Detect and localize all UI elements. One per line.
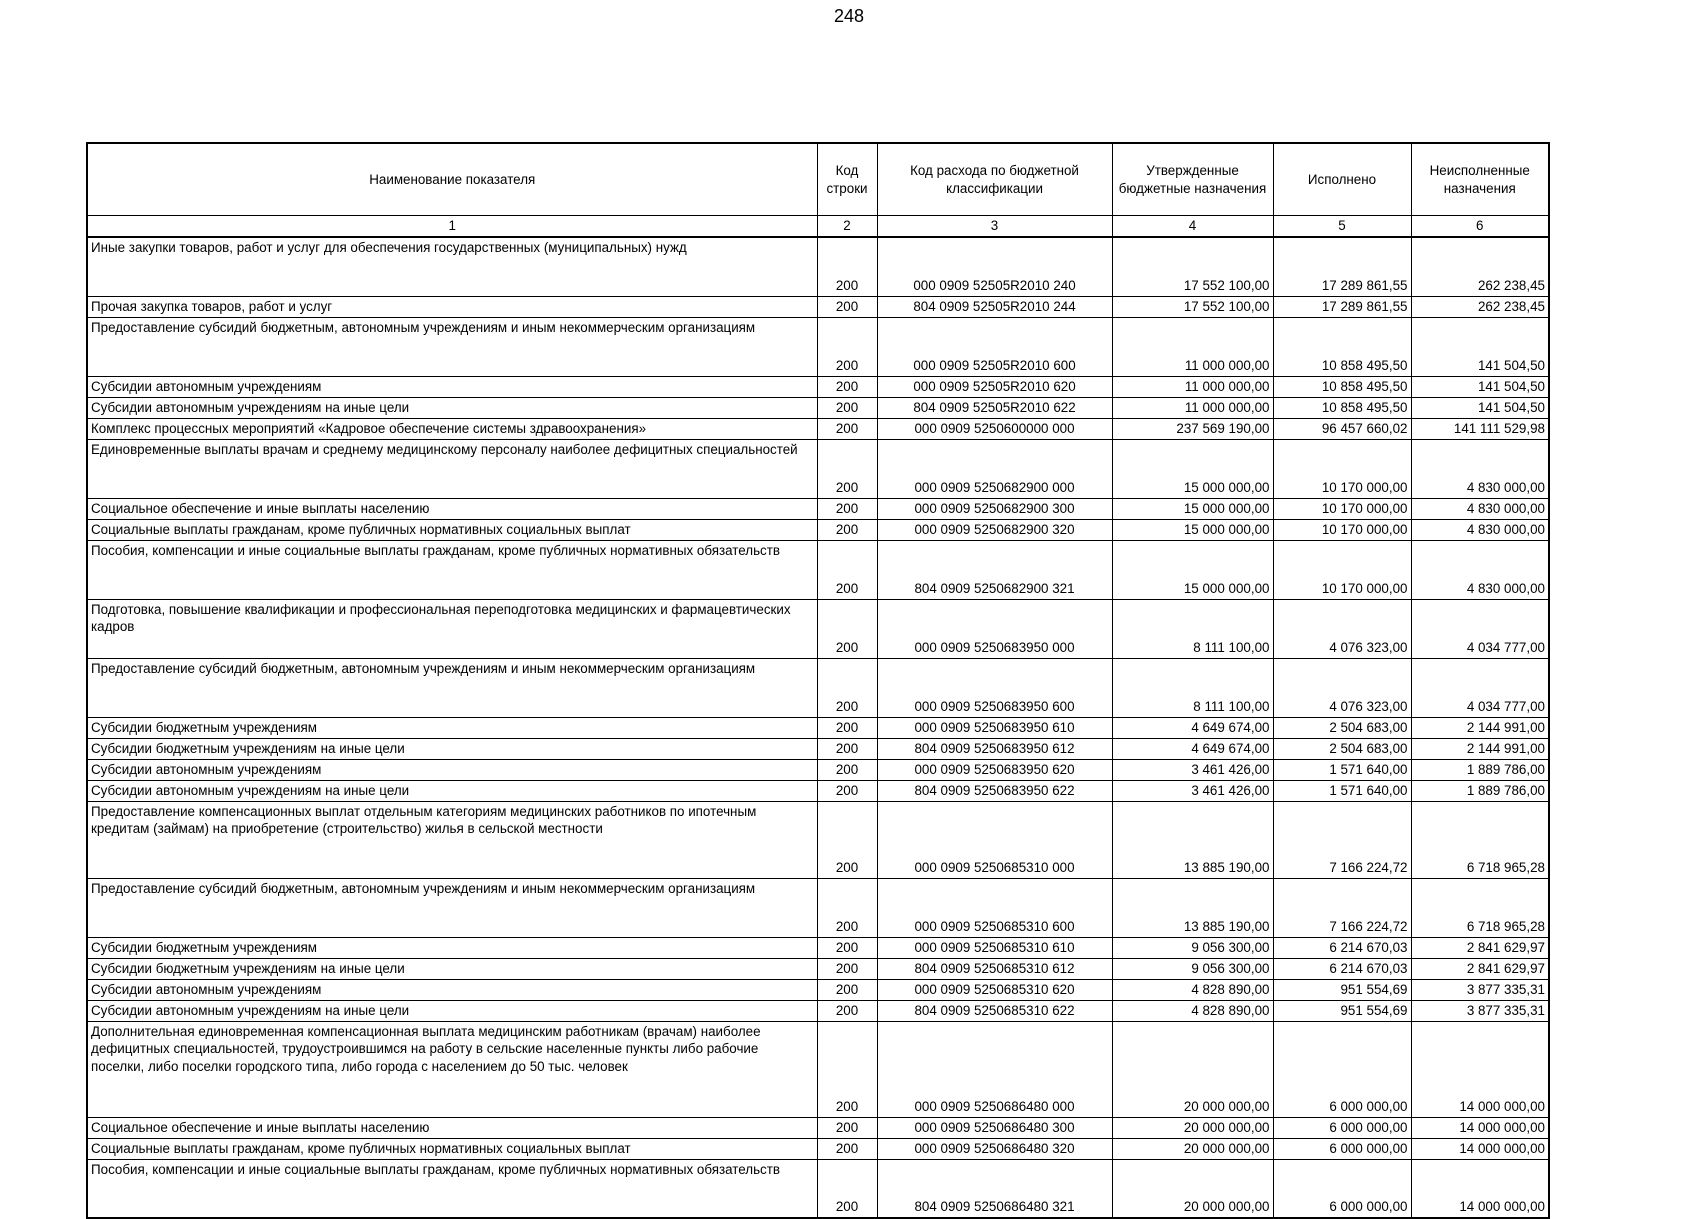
executed-cell: 10 170 000,00 xyxy=(1273,540,1411,599)
approved-cell: 4 828 890,00 xyxy=(1112,979,1273,1000)
approved-cell: 15 000 000,00 xyxy=(1112,519,1273,540)
table-row xyxy=(87,296,1549,317)
executed-cell: 6 000 000,00 xyxy=(1273,1117,1411,1138)
line-code-cell: 200 xyxy=(817,599,877,658)
line-code-cell: 200 xyxy=(817,317,877,376)
column-number: 4 xyxy=(1112,216,1273,238)
line-code-cell: 200 xyxy=(817,937,877,958)
expense-code-cell: 000 0909 5250686480 000 xyxy=(877,1021,1112,1117)
executed-cell: 6 214 670,03 xyxy=(1273,958,1411,979)
header-unexecuted: Неисполненные назначения xyxy=(1411,143,1549,216)
expense-code-cell: 000 0909 52505R2010 240 xyxy=(877,237,1112,296)
indicator-name-cell: Субсидии автономным учреждениям xyxy=(87,376,817,397)
line-code-cell: 200 xyxy=(817,780,877,801)
approved-cell: 237 569 190,00 xyxy=(1112,418,1273,439)
executed-cell: 10 858 495,50 xyxy=(1273,397,1411,418)
unexecuted-cell: 141 504,50 xyxy=(1411,397,1549,418)
indicator-name-cell: Субсидии бюджетным учреждениям xyxy=(87,717,817,738)
approved-cell: 8 111 100,00 xyxy=(1112,658,1273,717)
unexecuted-cell: 14 000 000,00 xyxy=(1411,1117,1549,1138)
executed-cell: 17 289 861,55 xyxy=(1273,296,1411,317)
table-row xyxy=(87,958,1549,979)
approved-cell: 13 885 190,00 xyxy=(1112,801,1273,878)
line-code-cell: 200 xyxy=(817,237,877,296)
table-row xyxy=(87,418,1549,439)
line-code-cell: 200 xyxy=(817,296,877,317)
indicator-name-cell: Пособия, компенсации и иные социальные выплаты гражданам, кроме публичных нормативных обязательств xyxy=(87,540,817,599)
table-row xyxy=(87,519,1549,540)
unexecuted-cell: 2 144 991,00 xyxy=(1411,717,1549,738)
executed-cell: 6 000 000,00 xyxy=(1273,1021,1411,1117)
expense-code-cell: 000 0909 52505R2010 620 xyxy=(877,376,1112,397)
approved-cell: 3 461 426,00 xyxy=(1112,780,1273,801)
unexecuted-cell: 1 889 786,00 xyxy=(1411,759,1549,780)
executed-cell: 7 166 224,72 xyxy=(1273,878,1411,937)
approved-cell: 9 056 300,00 xyxy=(1112,958,1273,979)
indicator-name-cell: Единовременные выплаты врачам и среднему медицинскому персоналу наиболее дефицитных специальностей xyxy=(87,439,817,498)
expense-code-cell: 804 0909 5250685310 622 xyxy=(877,1000,1112,1021)
indicator-name-cell: Прочая закупка товаров, работ и услуг xyxy=(87,296,817,317)
expense-code-cell: 000 0909 5250682900 300 xyxy=(877,498,1112,519)
indicator-name-cell: Социальные выплаты гражданам, кроме публичных нормативных социальных выплат xyxy=(87,519,817,540)
unexecuted-cell: 141 504,50 xyxy=(1411,376,1549,397)
executed-cell: 17 289 861,55 xyxy=(1273,237,1411,296)
expense-code-cell: 000 0909 5250682900 320 xyxy=(877,519,1112,540)
approved-cell: 20 000 000,00 xyxy=(1112,1021,1273,1117)
expense-code-cell: 804 0909 52505R2010 244 xyxy=(877,296,1112,317)
indicator-name-cell: Предоставление субсидий бюджетным, автономным учреждениям и иным некоммерческим организациям xyxy=(87,658,817,717)
expense-code-cell: 804 0909 5250686480 321 xyxy=(877,1159,1112,1218)
indicator-name-cell: Предоставление субсидий бюджетным, автономным учреждениям и иным некоммерческим организациям xyxy=(87,878,817,937)
unexecuted-cell: 4 830 000,00 xyxy=(1411,498,1549,519)
table-row xyxy=(87,979,1549,1000)
approved-cell: 20 000 000,00 xyxy=(1112,1117,1273,1138)
page-number: 248 xyxy=(833,6,865,26)
line-code-cell: 200 xyxy=(817,418,877,439)
approved-cell: 17 552 100,00 xyxy=(1112,296,1273,317)
line-code-cell: 200 xyxy=(817,878,877,937)
indicator-name-cell: Предоставление компенсационных выплат отдельным категориям медицинских работников по ипотечным кредитам (займам) на приобретение (строительство) жилья в сельской местности xyxy=(87,801,817,878)
indicator-name-cell: Субсидии бюджетным учреждениям на иные цели xyxy=(87,958,817,979)
executed-cell: 6 000 000,00 xyxy=(1273,1138,1411,1159)
unexecuted-cell: 4 034 777,00 xyxy=(1411,658,1549,717)
line-code-cell: 200 xyxy=(817,540,877,599)
unexecuted-cell: 4 830 000,00 xyxy=(1411,540,1549,599)
approved-cell: 4 828 890,00 xyxy=(1112,1000,1273,1021)
unexecuted-cell: 4 830 000,00 xyxy=(1411,439,1549,498)
table-row xyxy=(87,1138,1549,1159)
line-code-cell: 200 xyxy=(817,376,877,397)
indicator-name-cell: Социальные выплаты гражданам, кроме публичных нормативных социальных выплат xyxy=(87,1138,817,1159)
table-row xyxy=(87,540,1549,599)
line-code-cell: 200 xyxy=(817,759,877,780)
table-row xyxy=(87,937,1549,958)
executed-cell: 7 166 224,72 xyxy=(1273,801,1411,878)
header-line-code: Код строки xyxy=(817,143,877,216)
unexecuted-cell: 262 238,45 xyxy=(1411,296,1549,317)
expense-code-cell: 000 0909 5250683950 610 xyxy=(877,717,1112,738)
indicator-name-cell: Социальное обеспечение и иные выплаты населению xyxy=(87,1117,817,1138)
indicator-name-cell: Субсидии автономным учреждениям на иные цели xyxy=(87,780,817,801)
table-row xyxy=(87,658,1549,717)
column-number-row xyxy=(87,216,1549,238)
indicator-name-cell: Комплекс процессных мероприятий «Кадровое обеспечение системы здравоохранения» xyxy=(87,418,817,439)
expense-code-cell: 000 0909 5250685310 620 xyxy=(877,979,1112,1000)
indicator-name-cell: Пособия, компенсации и иные социальные выплаты гражданам, кроме публичных нормативных обязательств xyxy=(87,1159,817,1218)
table-row xyxy=(87,1021,1549,1117)
executed-cell: 6 000 000,00 xyxy=(1273,1159,1411,1218)
unexecuted-cell: 2 841 629,97 xyxy=(1411,937,1549,958)
table-row xyxy=(87,1117,1549,1138)
unexecuted-cell: 14 000 000,00 xyxy=(1411,1138,1549,1159)
approved-cell: 4 649 674,00 xyxy=(1112,717,1273,738)
executed-cell: 10 170 000,00 xyxy=(1273,519,1411,540)
table-body xyxy=(87,237,1549,1218)
executed-cell: 10 170 000,00 xyxy=(1273,439,1411,498)
indicator-name-cell: Дополнительная единовременная компенсационная выплата медицинским работникам (врачам) наиболее дефицитных специальностей, трудоустроившимся на работу в сельские населенные пункты либо рабочие поселки, либо поселки городского типа, либо города с населением до 50 тыс. человек xyxy=(87,1021,817,1117)
indicator-name-cell: Субсидии автономным учреждениям xyxy=(87,759,817,780)
header-expense-code: Код расхода по бюджетной классификации xyxy=(877,143,1112,216)
executed-cell: 1 571 640,00 xyxy=(1273,759,1411,780)
table-row xyxy=(87,439,1549,498)
table-row xyxy=(87,237,1549,296)
executed-cell: 6 214 670,03 xyxy=(1273,937,1411,958)
indicator-name-cell: Иные закупки товаров, работ и услуг для обеспечения государственных (муниципальных) нужд xyxy=(87,237,817,296)
table-row xyxy=(87,1159,1549,1218)
column-number: 1 xyxy=(87,216,817,238)
expense-code-cell: 000 0909 5250686480 320 xyxy=(877,1138,1112,1159)
header-row xyxy=(87,143,1549,216)
line-code-cell: 200 xyxy=(817,1117,877,1138)
approved-cell: 9 056 300,00 xyxy=(1112,937,1273,958)
indicator-name-cell: Субсидии бюджетным учреждениям на иные цели xyxy=(87,738,817,759)
approved-cell: 15 000 000,00 xyxy=(1112,439,1273,498)
approved-cell: 15 000 000,00 xyxy=(1112,498,1273,519)
table-row xyxy=(87,878,1549,937)
unexecuted-cell: 6 718 965,28 xyxy=(1411,878,1549,937)
line-code-cell: 200 xyxy=(817,1159,877,1218)
table-row xyxy=(87,717,1549,738)
approved-cell: 3 461 426,00 xyxy=(1112,759,1273,780)
approved-cell: 11 000 000,00 xyxy=(1112,397,1273,418)
executed-cell: 951 554,69 xyxy=(1273,979,1411,1000)
indicator-name-cell: Субсидии автономным учреждениям xyxy=(87,979,817,1000)
expense-code-cell: 804 0909 5250683950 612 xyxy=(877,738,1112,759)
expense-code-cell: 804 0909 5250683950 622 xyxy=(877,780,1112,801)
expense-code-cell: 000 0909 5250685310 600 xyxy=(877,878,1112,937)
executed-cell: 4 076 323,00 xyxy=(1273,658,1411,717)
table-row xyxy=(87,759,1549,780)
unexecuted-cell: 6 718 965,28 xyxy=(1411,801,1549,878)
executed-cell: 96 457 660,02 xyxy=(1273,418,1411,439)
table-row xyxy=(87,376,1549,397)
unexecuted-cell: 2 841 629,97 xyxy=(1411,958,1549,979)
line-code-cell: 200 xyxy=(817,1138,877,1159)
header-indicator-name: Наименование показателя xyxy=(87,143,817,216)
approved-cell: 8 111 100,00 xyxy=(1112,599,1273,658)
executed-cell: 2 504 683,00 xyxy=(1273,717,1411,738)
table-row xyxy=(87,397,1549,418)
line-code-cell: 200 xyxy=(817,658,877,717)
indicator-name-cell: Социальное обеспечение и иные выплаты населению xyxy=(87,498,817,519)
table-row xyxy=(87,317,1549,376)
unexecuted-cell: 262 238,45 xyxy=(1411,237,1549,296)
table-row xyxy=(87,498,1549,519)
approved-cell: 11 000 000,00 xyxy=(1112,376,1273,397)
expense-code-cell: 000 0909 5250600000 000 xyxy=(877,418,1112,439)
line-code-cell: 200 xyxy=(817,958,877,979)
indicator-name-cell: Субсидии автономным учреждениям на иные цели xyxy=(87,1000,817,1021)
unexecuted-cell: 1 889 786,00 xyxy=(1411,780,1549,801)
executed-cell: 951 554,69 xyxy=(1273,1000,1411,1021)
table-row xyxy=(87,780,1549,801)
header-executed: Исполнено xyxy=(1273,143,1411,216)
executed-cell: 10 858 495,50 xyxy=(1273,317,1411,376)
column-number: 6 xyxy=(1411,216,1549,238)
expense-code-cell: 000 0909 52505R2010 600 xyxy=(877,317,1112,376)
line-code-cell: 200 xyxy=(817,397,877,418)
unexecuted-cell: 3 877 335,31 xyxy=(1411,979,1549,1000)
table-row xyxy=(87,1000,1549,1021)
table-row xyxy=(87,801,1549,878)
approved-cell: 17 552 100,00 xyxy=(1112,237,1273,296)
indicator-name-cell: Предоставление субсидий бюджетным, автономным учреждениям и иным некоммерческим организациям xyxy=(87,317,817,376)
unexecuted-cell: 2 144 991,00 xyxy=(1411,738,1549,759)
executed-cell: 2 504 683,00 xyxy=(1273,738,1411,759)
expense-code-cell: 000 0909 5250682900 000 xyxy=(877,439,1112,498)
line-code-cell: 200 xyxy=(817,717,877,738)
line-code-cell: 200 xyxy=(817,498,877,519)
expense-code-cell: 000 0909 5250685310 610 xyxy=(877,937,1112,958)
indicator-name-cell: Подготовка, повышение квалификации и профессиональная переподготовка медицинских и фармацевтических кадров xyxy=(87,599,817,658)
unexecuted-cell: 14 000 000,00 xyxy=(1411,1159,1549,1218)
line-code-cell: 200 xyxy=(817,439,877,498)
unexecuted-cell: 3 877 335,31 xyxy=(1411,1000,1549,1021)
unexecuted-cell: 14 000 000,00 xyxy=(1411,1021,1549,1117)
line-code-cell: 200 xyxy=(817,979,877,1000)
line-code-cell: 200 xyxy=(817,519,877,540)
line-code-cell: 200 xyxy=(817,1021,877,1117)
approved-cell: 20 000 000,00 xyxy=(1112,1138,1273,1159)
expense-code-cell: 804 0909 5250685310 612 xyxy=(877,958,1112,979)
unexecuted-cell: 4 034 777,00 xyxy=(1411,599,1549,658)
expense-code-cell: 000 0909 5250683950 000 xyxy=(877,599,1112,658)
indicator-name-cell: Субсидии бюджетным учреждениям xyxy=(87,937,817,958)
table-row xyxy=(87,738,1549,759)
line-code-cell: 200 xyxy=(817,1000,877,1021)
expense-code-cell: 000 0909 5250683950 600 xyxy=(877,658,1112,717)
unexecuted-cell: 141 111 529,98 xyxy=(1411,418,1549,439)
expense-code-cell: 804 0909 5250682900 321 xyxy=(877,540,1112,599)
executed-cell: 4 076 323,00 xyxy=(1273,599,1411,658)
unexecuted-cell: 4 830 000,00 xyxy=(1411,519,1549,540)
line-code-cell: 200 xyxy=(817,738,877,759)
executed-cell: 10 170 000,00 xyxy=(1273,498,1411,519)
unexecuted-cell: 141 504,50 xyxy=(1411,317,1549,376)
budget-execution-table xyxy=(86,142,1550,1219)
header-approved: Утвержденные бюджетные назначения xyxy=(1112,143,1273,216)
table-row xyxy=(87,599,1549,658)
executed-cell: 1 571 640,00 xyxy=(1273,780,1411,801)
line-code-cell: 200 xyxy=(817,801,877,878)
approved-cell: 11 000 000,00 xyxy=(1112,317,1273,376)
expense-code-cell: 804 0909 52505R2010 622 xyxy=(877,397,1112,418)
approved-cell: 4 649 674,00 xyxy=(1112,738,1273,759)
approved-cell: 15 000 000,00 xyxy=(1112,540,1273,599)
approved-cell: 20 000 000,00 xyxy=(1112,1159,1273,1218)
expense-code-cell: 000 0909 5250685310 000 xyxy=(877,801,1112,878)
approved-cell: 13 885 190,00 xyxy=(1112,878,1273,937)
expense-code-cell: 000 0909 5250686480 300 xyxy=(877,1117,1112,1138)
executed-cell: 10 858 495,50 xyxy=(1273,376,1411,397)
column-number: 3 xyxy=(877,216,1112,238)
indicator-name-cell: Субсидии автономным учреждениям на иные цели xyxy=(87,397,817,418)
column-number: 2 xyxy=(817,216,877,238)
column-number: 5 xyxy=(1273,216,1411,238)
expense-code-cell: 000 0909 5250683950 620 xyxy=(877,759,1112,780)
